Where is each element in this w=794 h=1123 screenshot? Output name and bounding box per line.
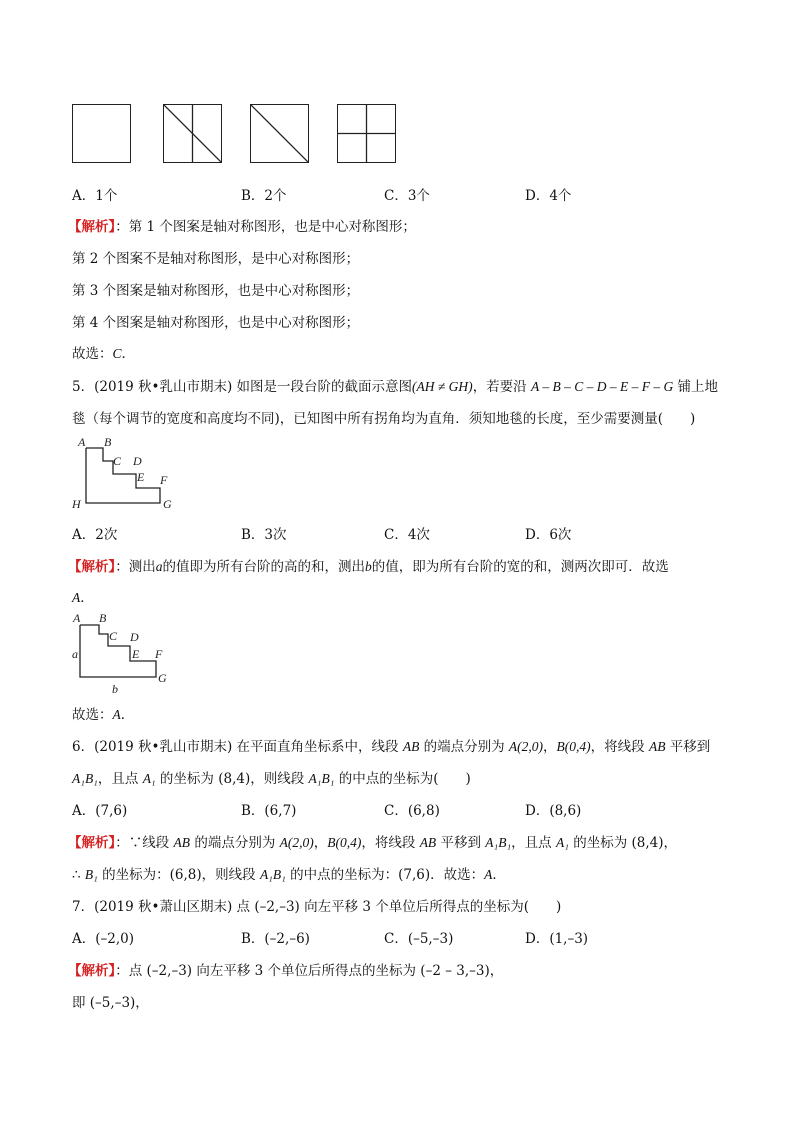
q6-stem-text-2: 的端点分别为 — [419, 739, 509, 755]
q5-fig-label-h: H — [72, 497, 81, 511]
q5-analysis-part-2: 的值即为所有台阶的高的和，测出 — [162, 559, 365, 575]
q5-stem-part-1: 5．(2019 秋•乳山市期末) 如图是一段台阶的截面示意图 — [72, 379, 413, 395]
q4-analysis-line-3: 第 3 个图案是轴对称图形，也是中心对称图形； — [72, 283, 360, 299]
q6-stem-point-a: A(2,0) — [508, 739, 544, 754]
q6-stem-a1b1: A₁B₁ — [72, 771, 98, 786]
q4-option-c: C．3个 — [384, 188, 430, 204]
q7-option-b: B．(–2,–6) — [241, 931, 310, 947]
q6-an1-text-4: ，将线段 — [361, 835, 420, 851]
q5-fig2-label-a-var: a — [72, 647, 78, 661]
q6-an1-text-6: ，且点 — [511, 835, 556, 851]
q6-stem-text-5: 平移到 — [665, 739, 711, 755]
q6-an1-point-b: B(0,4) — [327, 835, 362, 850]
q5-fig2-label-c: C — [109, 629, 118, 643]
q4-analysis-line-4: 第 4 个图案是轴对称图形，也是中心对称图形； — [72, 315, 360, 331]
q7-option-c: C．(–5,–3) — [384, 931, 454, 947]
q5-fig-label-f: F — [160, 473, 168, 487]
q6-stem-ab: AB — [402, 739, 420, 754]
q6-analysis-label: 【解析】 — [68, 835, 116, 851]
q5-analysis-line-2 — [72, 589, 94, 607]
q6-stem-point-b: B(0,4) — [556, 739, 591, 754]
figure-square-1 — [72, 104, 131, 163]
q5-analysis-line-2-letter: A — [72, 590, 81, 605]
q6-an1-a1b1: A₁B₁ — [485, 835, 512, 850]
q6-an2-text-1: ∴ — [72, 867, 85, 883]
q5-staircase-figure-2 — [68, 609, 188, 699]
q6-an1-text-1: ：∵线段 — [115, 835, 174, 851]
figure-square-3 — [250, 104, 309, 163]
q6-stem-line-2 — [72, 770, 471, 788]
q6-stem-ab-2: AB — [648, 739, 666, 754]
q6-stem-a1: A₁ — [142, 771, 156, 786]
q5-fig-label-b: B — [104, 435, 112, 449]
q5-analysis-var-b: b — [365, 559, 372, 574]
q5-option-b: B．3次 — [241, 527, 287, 543]
q5-fig2-label-a: A — [73, 611, 81, 625]
q6-stem2-text-3: ，则线段 — [250, 771, 309, 787]
q7-option-a: A．(–2,0) — [72, 931, 135, 947]
q6-an1-text-3: ， — [313, 835, 328, 851]
q4-option-a: A．1个 — [72, 188, 118, 204]
q6-an2-b1: B₁ — [84, 867, 98, 882]
q5-answer-prefix: 故选： — [72, 707, 113, 723]
q6-an1-text-5: 平移到 — [436, 835, 486, 851]
q6-stem2-text-4: 的中点的坐标为( ) — [334, 771, 471, 787]
q6-stem2-text-1: ，且点 — [97, 771, 143, 787]
q6-an2-a1b1: A₁B₁ — [259, 867, 286, 882]
q6-stem-text-3: ， — [543, 739, 557, 755]
q5-analysis-part-3: 的值，即为所有台阶的宽的和，测两次即可．故选 — [371, 559, 669, 575]
q5-answer-suffix: ． — [120, 707, 135, 723]
q5-fig2-label-d: D — [130, 630, 139, 644]
q5-fig-label-a: A — [78, 435, 86, 449]
q5-fig-label-c: C — [113, 454, 122, 468]
figure-square-2 — [163, 104, 222, 163]
q5-stem-part-3: 铺上地 — [673, 379, 719, 395]
q5-analysis-line-1 — [68, 558, 669, 576]
q5-stem-line-2: 毯（每个调节的宽度和高度均不同)，已知图中所有拐角均为直角．须知地毯的长度，至少需要测量( ) — [72, 411, 696, 427]
q6-an2-letter: A — [484, 867, 493, 882]
q5-option-c: C．4次 — [384, 527, 430, 543]
q5-analysis-label: 【解析】 — [68, 559, 116, 575]
q6-stem-a1b1-2: A₁B₁ — [308, 771, 335, 786]
q5-analysis-var-a: a — [155, 559, 163, 574]
q4-option-b: B．2个 — [241, 188, 287, 204]
q7-analysis-line-2: 即 (–5,–3)， — [72, 995, 149, 1011]
q4-answer-suffix: ． — [121, 346, 136, 362]
q6-an1-a1: A₁ — [555, 835, 569, 850]
q5-fig-label-e: E — [137, 470, 145, 484]
q6-stem2-coord: (8,4) — [218, 771, 251, 787]
q4-answer-prefix: 故选： — [72, 346, 113, 362]
q5-answer — [72, 706, 134, 724]
q5-stem-condition: (AH ≠ GH) — [412, 379, 473, 394]
q5-stem-line-1 — [72, 378, 718, 396]
q5-fig2-label-f: F — [155, 647, 163, 661]
q5-fig2-label-b: B — [99, 611, 107, 625]
q5-fig2-label-b-var: b — [112, 682, 118, 696]
q6-analysis-line-1 — [68, 834, 677, 852]
q6-analysis-line-2 — [72, 866, 506, 884]
q5-analysis-part-1: ：测出 — [115, 559, 156, 575]
q5-option-d: D．6次 — [525, 527, 572, 543]
q6-an2-text-4: ． — [492, 867, 506, 883]
q5-analysis-line-2-suffix: ． — [80, 590, 94, 606]
q5-stem-path: A – B – C – D – E – F – G — [530, 379, 674, 394]
q6-an1-point-a: A(2,0) — [279, 835, 314, 850]
q6-option-a: A．(7,6) — [72, 803, 128, 819]
q4-option-d: D．4个 — [525, 188, 572, 204]
q6-an1-ab: AB — [173, 835, 191, 850]
q5-option-a: A．2次 — [72, 527, 118, 543]
q6-stem-line-1 — [72, 738, 710, 756]
q6-stem-text-4: ，将线段 — [590, 739, 649, 755]
q7-stem: 7．(2019 秋•萧山区期末) 点 (–2,–3) 向左平移 3 个单位后所得点的坐标为( ) — [72, 899, 562, 915]
q6-option-c: C．(6,8) — [384, 803, 440, 819]
q4-analysis-label: 【解析】 — [68, 219, 116, 235]
q5-fig-label-g: G — [163, 497, 172, 511]
q6-an1-ab-2: AB — [419, 835, 437, 850]
q6-an2-text-3: 的中点的坐标为：(7,6)．故选： — [285, 867, 485, 883]
q5-fig-label-d: D — [133, 454, 142, 468]
q4-answer — [72, 345, 135, 363]
q5-stem-part-2: ，若要沿 — [472, 379, 531, 395]
figure-square-4 — [337, 104, 396, 163]
q6-stem-text-1: 6．(2019 秋•乳山市期末) 在平面直角坐标系中，线段 — [72, 739, 403, 755]
q5-answer-letter: A — [112, 707, 121, 722]
q4-analysis-line-2: 第 2 个图案不是轴对称图形，是中心对称图形； — [72, 251, 360, 267]
q7-analysis-text-1: ：点 (–2,–3) 向左平移 3 个单位后所得点的坐标为 (–2 – 3,–3)， — [115, 963, 504, 979]
q4-analysis-line-1 — [68, 218, 416, 236]
q5-fig2-label-e: E — [132, 647, 140, 661]
q7-analysis-label: 【解析】 — [68, 963, 116, 979]
q4-answer-letter: C — [112, 346, 122, 361]
q6-an2-text-2: 的坐标为：(6,8)，则线段 — [97, 867, 260, 883]
q5-fig2-label-g: G — [158, 671, 167, 685]
q4-analysis-text-1: ：第 1 个图案是轴对称图形，也是中心对称图形； — [115, 219, 416, 235]
q6-option-b: B．(6,7) — [241, 803, 297, 819]
q5-staircase-figure — [68, 434, 188, 514]
q6-option-d: D．(8,6) — [525, 803, 582, 819]
q6-an1-text-7: 的坐标为 (8,4)， — [568, 835, 678, 851]
q7-option-d: D．(1,–3) — [525, 931, 589, 947]
q6-stem2-text-2: 的坐标为 — [155, 771, 219, 787]
q6-an1-text-2: 的端点分别为 — [190, 835, 280, 851]
q7-analysis-line-1 — [68, 962, 503, 980]
